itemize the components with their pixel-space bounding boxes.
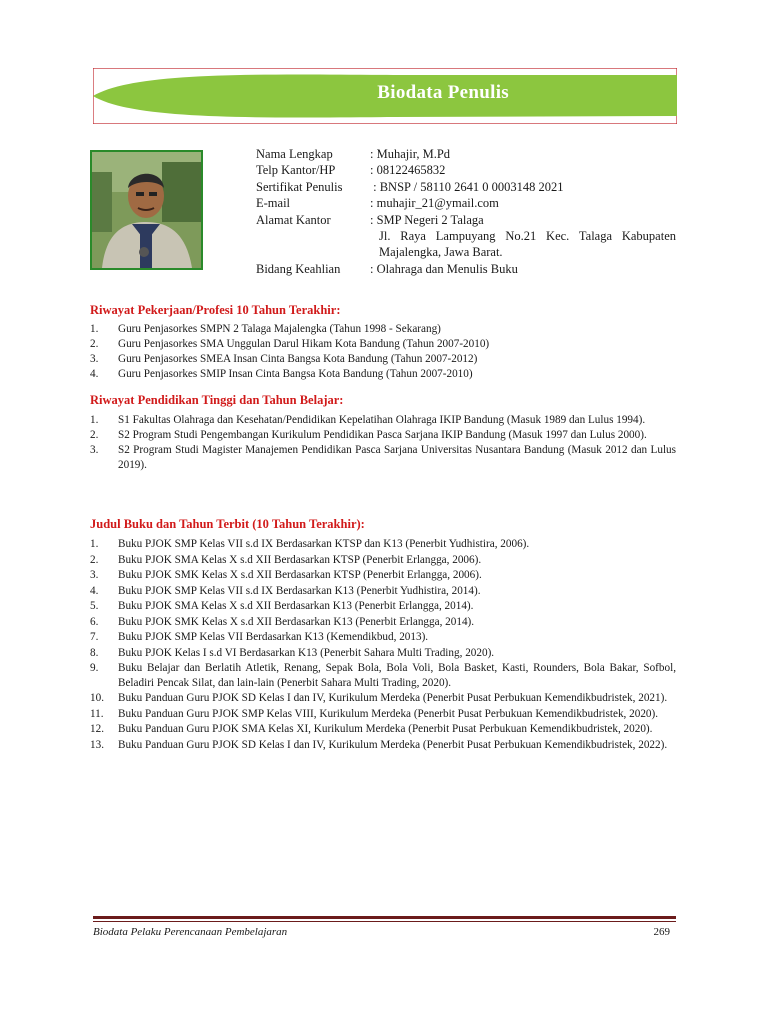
footer-rule — [93, 916, 676, 922]
list-item — [90, 337, 676, 352]
profile-value: : muhajir_21@ymail.com — [370, 196, 499, 211]
list-text: Buku PJOK SMA Kelas X s.d XII Berdasarkan KTSP (Penerbit Erlangga, 2006). — [118, 553, 482, 566]
books-section-title: Judul Buku dan Tahun Terbit (10 Tahun Terakhir): — [90, 517, 365, 531]
list-text: S1 Fakultas Olahraga dan Kesehatan/Pendidikan Kepelatihan Olahraga IKIP Bandung (Masuk 1989 dan Lulus 1994). — [118, 414, 646, 426]
profile-value: : Olahraga dan Menulis Buku — [370, 261, 518, 276]
list-number: 4. — [90, 367, 99, 380]
profile-row-office — [256, 212, 676, 228]
list-number: 8. — [90, 646, 99, 659]
profile-info — [256, 146, 676, 277]
list-number: 2. — [90, 553, 99, 566]
list-item — [90, 661, 676, 691]
list-number: 4. — [90, 584, 99, 597]
list-item — [90, 367, 676, 382]
profile-address: Jl. Raya Lampuyang No.21 Kec. Talaga Kabupaten Majalengka, Jawa Barat. — [379, 229, 676, 260]
list-text: S2 Program Studi Magister Manajemen Pendidikan Pasca Sarjana Universitas Nusantara Bandung (Masuk 2012 dan Lulus 2019). — [118, 443, 676, 471]
profile-label: Telp Kantor/HP — [256, 163, 336, 178]
list-item — [90, 630, 676, 645]
list-item — [90, 615, 676, 630]
list-number: 9. — [90, 662, 99, 674]
list-item — [90, 553, 676, 568]
list-text: Buku PJOK SMP Kelas VII Berdasarkan K13 (Kemendikbud, 2013). — [118, 631, 429, 643]
list-text: Buku Panduan Guru PJOK SD Kelas I dan IV, Kurikulum Merdeka (Penerbit Pusat Perbukuan Kemendikbudristek, 2021). — [118, 692, 668, 705]
list-item — [90, 707, 676, 722]
list-text: Buku PJOK SMK Kelas X s.d XII Berdasarkan K13 (Penerbit Erlangga, 2014). — [118, 615, 475, 628]
list-text: Buku Panduan Guru PJOK SMP Kelas VIII, Kurikulum Merdeka (Penerbit Pusat Perbukuan Kemendikbudristek, 2020). — [118, 707, 659, 720]
list-number: 1. — [90, 323, 99, 335]
list-item — [90, 352, 676, 367]
list-text: Buku PJOK SMP Kelas VII s.d IX Berdasarkan K13 (Penerbit Yudhistira, 2014). — [118, 584, 481, 597]
list-item — [90, 722, 676, 737]
list-number: 7. — [90, 631, 99, 643]
list-item — [90, 322, 676, 337]
footer-title: Biodata Pelaku Perencanaan Pembelajaran — [93, 926, 288, 938]
list-item — [90, 646, 676, 661]
list-text: Buku PJOK SMP Kelas VII s.d IX Berdasarkan KTSP dan K13 (Penerbit Yudhistira, 2006). — [118, 538, 530, 550]
list-number: 3. — [90, 352, 99, 365]
profile-value: : BNSP / 58110 2641 0 0003148 2021 — [370, 179, 564, 194]
list-item — [90, 584, 676, 599]
list-number: 2. — [90, 337, 99, 350]
list-number: 1. — [90, 414, 99, 426]
list-item — [90, 428, 676, 443]
profile-row-expertise — [256, 261, 676, 277]
education-list — [90, 413, 676, 473]
list-text: Buku PJOK Kelas I s.d VI Berdasarkan K13 (Penerbit Sahara Multi Trading, 2020). — [118, 646, 495, 659]
list-number: 6. — [90, 615, 99, 628]
list-text: Guru Penjasorkes SMEA Insan Cinta Bangsa Kota Bandung (Tahun 2007-2012) — [118, 352, 478, 365]
books-list — [90, 537, 676, 753]
profile-row-email — [256, 195, 676, 211]
page-number: 269 — [653, 926, 670, 938]
profile-label: Alamat Kantor — [256, 212, 331, 227]
list-number: 13. — [90, 738, 104, 751]
list-item — [90, 443, 676, 473]
list-text: Buku PJOK SMA Kelas X s.d XII Berdasarkan K13 (Penerbit Erlangga, 2014). — [118, 600, 474, 612]
list-number: 12. — [90, 723, 104, 736]
profile-row-phone — [256, 162, 676, 178]
profile-value: : SMP Negeri 2 Talaga — [370, 212, 484, 227]
list-item — [90, 568, 676, 583]
list-number: 3. — [90, 569, 99, 581]
list-number: 3. — [90, 443, 99, 456]
list-item — [90, 599, 676, 614]
profile-row-certificate — [256, 179, 676, 195]
profile-row-name — [256, 146, 676, 162]
profile-value: : 08122465832 — [370, 163, 446, 178]
list-text: Guru Penjasorkes SMIP Insan Cinta Bangsa Kota Bandung (Tahun 2007-2010) — [118, 367, 473, 380]
profile-label: Nama Lengkap — [256, 147, 333, 161]
work-section-title: Riwayat Pekerjaan/Profesi 10 Tahun Terakhir: — [90, 303, 341, 317]
work-list — [90, 322, 676, 382]
list-text: Guru Penjasorkes SMPN 2 Talaga Majalengka (Tahun 1998 - Sekarang) — [118, 323, 441, 335]
list-number: 1. — [90, 538, 99, 550]
list-text: Guru Penjasorkes SMA Unggulan Darul Hikam Kota Bandung (Tahun 2007-2010) — [118, 337, 490, 350]
list-text: Buku Belajar dan Berlatih Atletik, Renang, Sepak Bola, Bola Voli, Bola Basket, Kasti, Rounders, Bola Bakar, Sofbol, Beladiri Pencak Silat, dan lain-lain (Penerbit Sahara Multi Trading, 2020). — [118, 662, 676, 689]
profile-label: Sertifikat Penulis — [256, 179, 343, 194]
list-text: S2 Program Studi Pengembangan Kurikulum Pendidikan Pasca Sarjana IKIP Bandung (Masuk 1997 dan Lulus 2000). — [118, 428, 647, 441]
list-number: 2. — [90, 428, 99, 441]
list-item — [90, 738, 676, 753]
profile-label: E-mail — [256, 196, 291, 211]
profile-value: : Muhajir, M.Pd — [370, 147, 451, 161]
list-item — [90, 691, 676, 706]
list-text: Buku PJOK SMK Kelas X s.d XII Berdasarkan KTSP (Penerbit Erlangga, 2006). — [118, 569, 482, 581]
list-text: Buku Panduan Guru PJOK SMA Kelas XI, Kurikulum Merdeka (Penerbit Pusat Perbukuan Kemendikbudristek, 2020). — [118, 723, 653, 736]
list-item — [90, 537, 676, 552]
page-title: Biodata Penulis — [377, 82, 509, 103]
education-section-title: Riwayat Pendidikan Tinggi dan Tahun Belajar: — [90, 393, 344, 407]
list-text: Buku Panduan Guru PJOK SD Kelas I dan IV, Kurikulum Merdeka (Penerbit Pusat Perbukuan Kemendikbudristek, 2022). — [118, 738, 668, 751]
header-banner — [93, 68, 677, 124]
list-item — [90, 413, 676, 428]
author-photo — [90, 150, 203, 270]
list-number: 11. — [90, 707, 104, 720]
profile-label: Bidang Keahlian — [256, 261, 341, 276]
list-number: 10. — [90, 692, 104, 705]
list-number: 5. — [90, 600, 99, 612]
